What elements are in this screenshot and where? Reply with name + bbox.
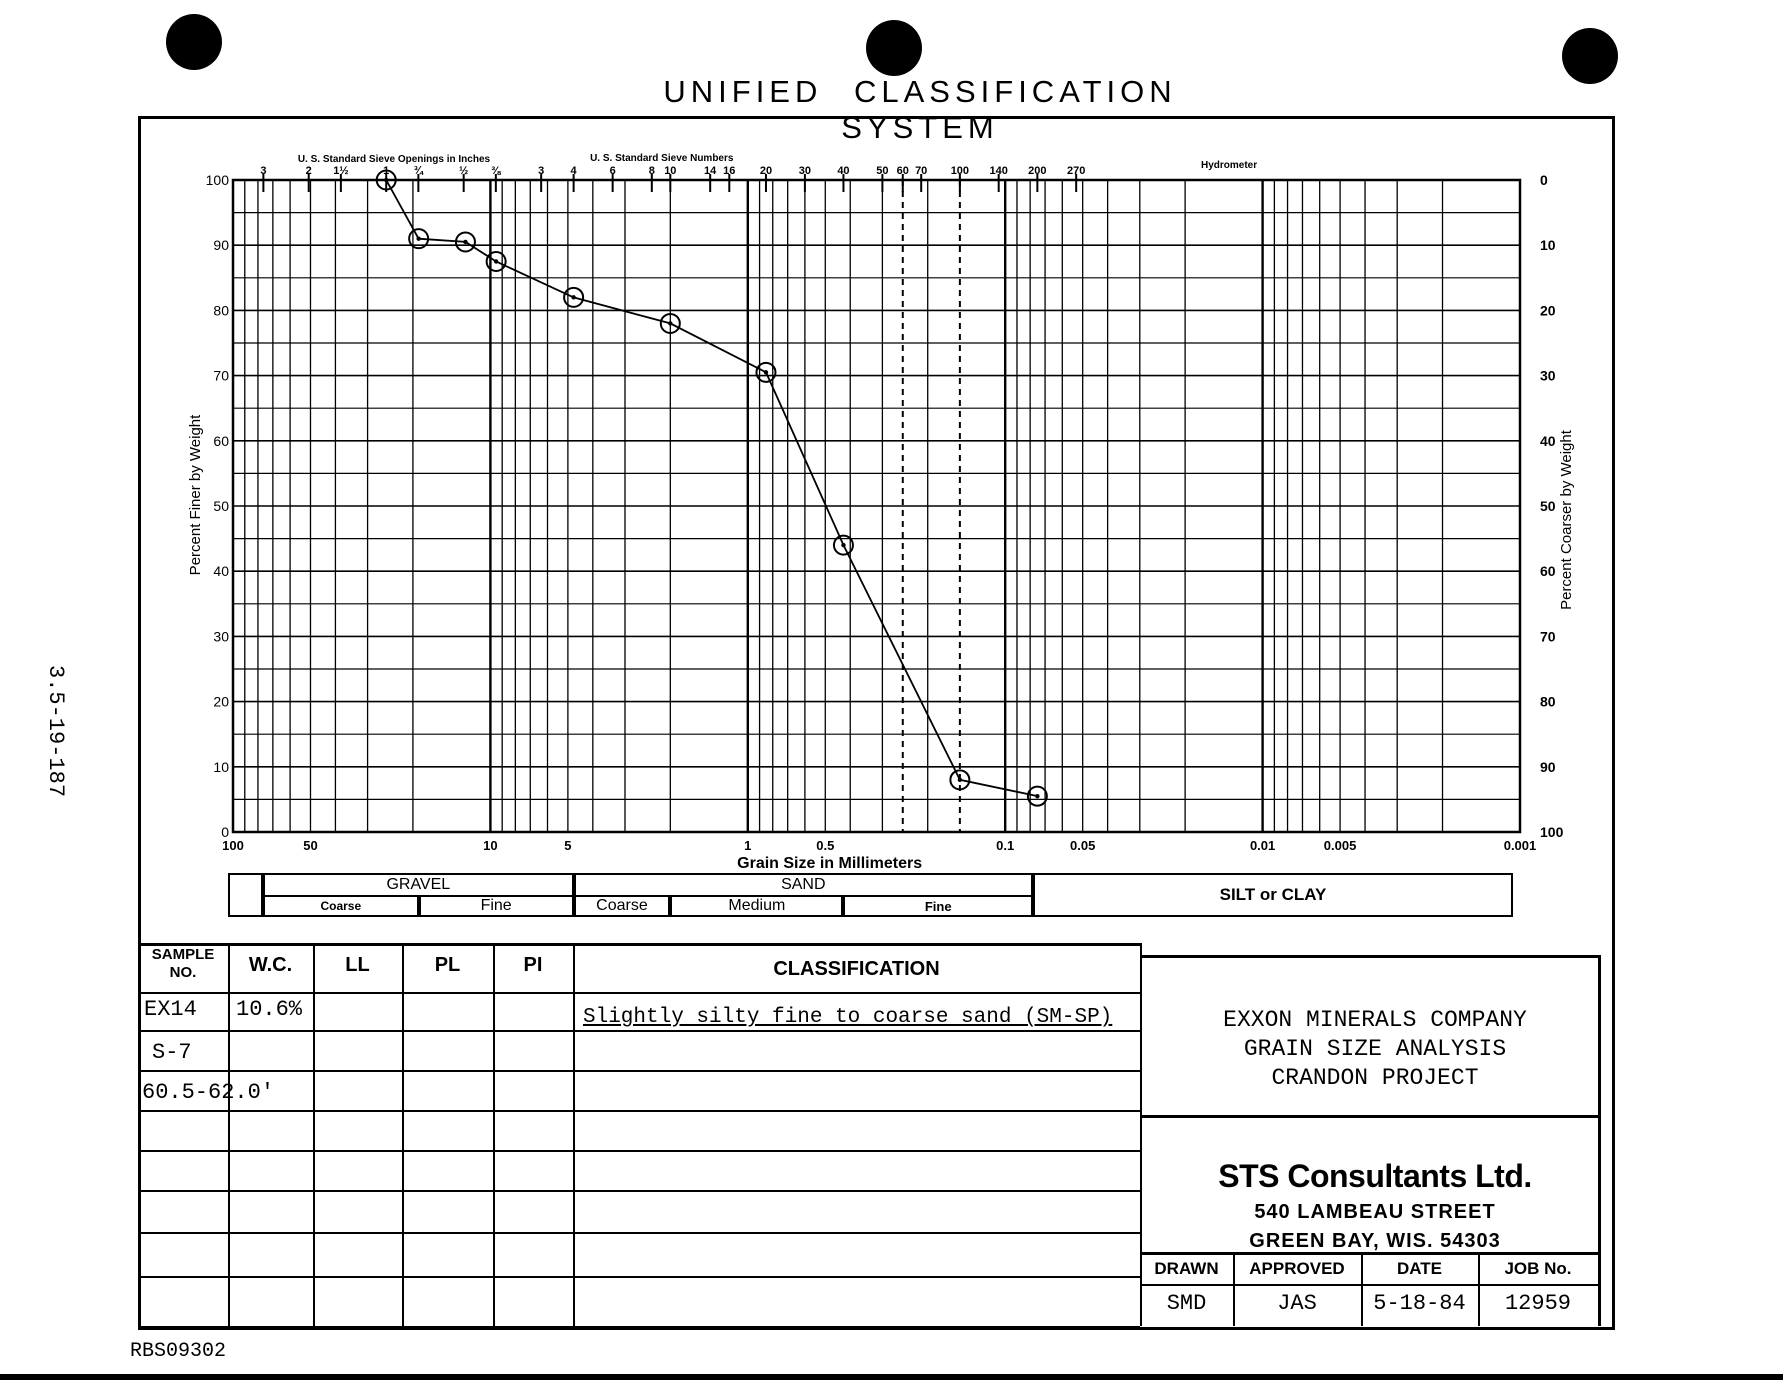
sieve-tick-label: 30 — [798, 165, 812, 177]
table-column-rule — [402, 943, 404, 1326]
y2-tick-label: 80 — [1540, 693, 1556, 710]
water-content-value: 10.6% — [236, 997, 303, 1022]
sieve-tick-label: ¾ — [413, 165, 423, 177]
y-tick-label: 30 — [213, 628, 229, 645]
drawn-label: DRAWN — [1154, 1259, 1219, 1278]
drawn-by-value: SMD — [1166, 1291, 1207, 1316]
y-tick-label: 10 — [213, 758, 229, 775]
sieve-tick-label: ⅜ — [491, 165, 501, 177]
sample-id: EX14 — [144, 997, 197, 1022]
gravel-coarse-label: Coarse — [263, 895, 419, 917]
table-column-rule — [138, 943, 140, 1326]
job-number-value: 12959 — [1504, 1291, 1571, 1316]
table-column-rule — [573, 943, 575, 1326]
x-tick-label: 0.1 — [996, 838, 1015, 853]
y-tick-label: 0 — [221, 824, 229, 840]
sample-depth: 60.5-62.0' — [142, 1080, 275, 1105]
sample-number: S-7 — [152, 1040, 192, 1065]
header-pl: PL — [434, 954, 461, 976]
sieve-tick-label: 3 — [260, 165, 267, 177]
x-tick-label: 0.005 — [1323, 838, 1357, 853]
approved-label: APPROVED — [1249, 1259, 1345, 1278]
table-row-rule — [138, 1030, 1140, 1032]
firm-street: 540 LAMBEAU STREET — [1254, 1201, 1496, 1223]
sand-fine-label: Fine — [843, 895, 1033, 917]
table-row-rule — [138, 1070, 1140, 1072]
sieve-tick-label: 200 — [1028, 165, 1047, 177]
job-number-label: JOB No. — [1504, 1259, 1572, 1278]
header-sample-no: SAMPLE NO. — [151, 946, 215, 981]
soil-bar-blank — [228, 873, 263, 917]
table-row-rule — [138, 1326, 1140, 1328]
table-row-rule — [138, 1276, 1140, 1278]
y2-tick-label: 20 — [1540, 302, 1556, 319]
page-title: UNIFIED CLASSIFICATION SYSTEM — [663, 74, 1177, 145]
header-ll: LL — [345, 954, 370, 976]
firm-name: STS Consultants Ltd. — [1218, 1158, 1532, 1194]
side-document-id: 3.5-19-187 — [43, 665, 68, 798]
y-axis-title: Percent Finer by Weight — [187, 414, 204, 576]
sieve-tick-label: 70 — [915, 165, 928, 177]
sieve-tick-label: 3 — [538, 165, 545, 177]
gravel-fine-label: Fine — [419, 895, 574, 917]
y2-tick-label: 10 — [1540, 237, 1556, 254]
sieve-numbers-label: U. S. Standard Sieve Numbers — [590, 153, 734, 164]
client-company: EXXON MINERALS COMPANY — [1223, 1007, 1527, 1033]
sieve-tick-label: 140 — [989, 165, 1008, 177]
table-row-rule — [138, 1150, 1140, 1152]
y-tick-label: 50 — [213, 498, 229, 514]
gravel-label: GRAVEL — [263, 873, 574, 897]
sieve-tick-label: 6 — [609, 165, 616, 177]
y2-axis-title: Percent Coarser by Weight — [1558, 430, 1575, 610]
client-block-top-rule — [1140, 955, 1598, 958]
sieve-tick-label: 10 — [664, 165, 677, 177]
sand-label: SAND — [574, 873, 1033, 897]
y2-tick-label: 100 — [1540, 824, 1564, 840]
sieve-tick-label: 14 — [704, 165, 717, 177]
x-tick-label: 10 — [483, 838, 498, 853]
sieve-tick-label: 4 — [570, 165, 577, 177]
sieve-tick-label: 1 — [383, 165, 390, 177]
silt-clay-label: SILT or CLAY — [1033, 873, 1513, 917]
y-tick-label: 40 — [213, 563, 229, 580]
sieve-tick-label: 50 — [876, 165, 889, 177]
x-tick-label: 5 — [564, 838, 572, 853]
sieve-tick-label: ½ — [459, 165, 469, 177]
sand-medium-label: Medium — [670, 895, 843, 917]
y2-tick-label: 40 — [1540, 432, 1556, 449]
table-top-rule — [138, 943, 1140, 946]
hydrometer-label: Hydrometer — [1200, 160, 1258, 171]
date-label: DATE — [1396, 1259, 1442, 1278]
sieve-tick-label: 2 — [305, 165, 312, 177]
sieve-tick-label: 60 — [896, 165, 909, 177]
sand-coarse-label: Coarse — [574, 895, 671, 917]
classification-value: Slightly silty fine to coarse sand (SM-SP) — [583, 1006, 1113, 1029]
table-row-rule — [138, 1110, 1140, 1112]
table-row-rule — [138, 992, 1140, 994]
date-value: 5-18-84 — [1373, 1291, 1466, 1316]
footer-document-id: RBS09302 — [130, 1340, 227, 1363]
y2-tick-label: 90 — [1540, 758, 1556, 775]
x-tick-label: 1 — [744, 838, 752, 853]
x-tick-label: 0.05 — [1070, 838, 1096, 853]
y-tick-label: 90 — [213, 237, 229, 254]
y2-tick-label: 70 — [1540, 628, 1556, 645]
firm-block-top-rule — [1140, 1115, 1598, 1118]
table-row-rule — [138, 1232, 1140, 1234]
y-tick-label: 20 — [213, 693, 229, 710]
sheet-frame — [138, 116, 1615, 1330]
sieve-tick-label: 20 — [759, 165, 773, 177]
y2-tick-label: 50 — [1540, 498, 1556, 514]
x-tick-label: 100 — [222, 838, 244, 853]
y-tick-label: 60 — [213, 432, 229, 449]
table-row-rule — [138, 1190, 1140, 1192]
sieve-tick-label: 270 — [1066, 165, 1086, 177]
sieve-tick-label: 1½ — [333, 165, 349, 177]
header-classification: CLASSIFICATION — [773, 958, 940, 980]
firm-city: GREEN BAY, WIS. 54303 — [1249, 1230, 1501, 1252]
sieve-tick-label: 100 — [950, 165, 970, 177]
table-column-rule — [493, 943, 495, 1326]
x-tick-label: 50 — [303, 838, 318, 853]
sieve-tick-label: 40 — [837, 165, 850, 177]
x-tick-label: 0.01 — [1249, 838, 1276, 853]
sieve-inches-label: U. S. Standard Sieve Openings in Inches — [297, 154, 491, 165]
firm-block — [1140, 1158, 1610, 1253]
x-tick-label: 0.5 — [816, 838, 835, 853]
client-block — [1140, 1006, 1610, 1093]
client-project: CRANDON PROJECT — [1271, 1065, 1479, 1091]
header-wc: W.C. — [248, 954, 293, 976]
approved-by-value: JAS — [1277, 1291, 1317, 1316]
client-report-type: GRAIN SIZE ANALYSIS — [1243, 1036, 1507, 1062]
y-tick-label: 70 — [213, 367, 229, 384]
sieve-tick-label: 16 — [723, 165, 736, 177]
x-tick-label: 0.001 — [1503, 838, 1537, 853]
y2-tick-label: 30 — [1540, 367, 1556, 384]
y2-tick-label: 60 — [1540, 563, 1556, 580]
signoff-mid-rule — [1140, 1284, 1598, 1286]
sieve-tick-label: 8 — [648, 165, 655, 177]
y-tick-label: 100 — [205, 172, 229, 188]
header-pi: PI — [523, 954, 543, 976]
x-axis-title: Grain Size in Millimeters — [737, 855, 923, 872]
y-tick-label: 80 — [213, 302, 229, 319]
y2-tick-label: 0 — [1540, 172, 1548, 188]
